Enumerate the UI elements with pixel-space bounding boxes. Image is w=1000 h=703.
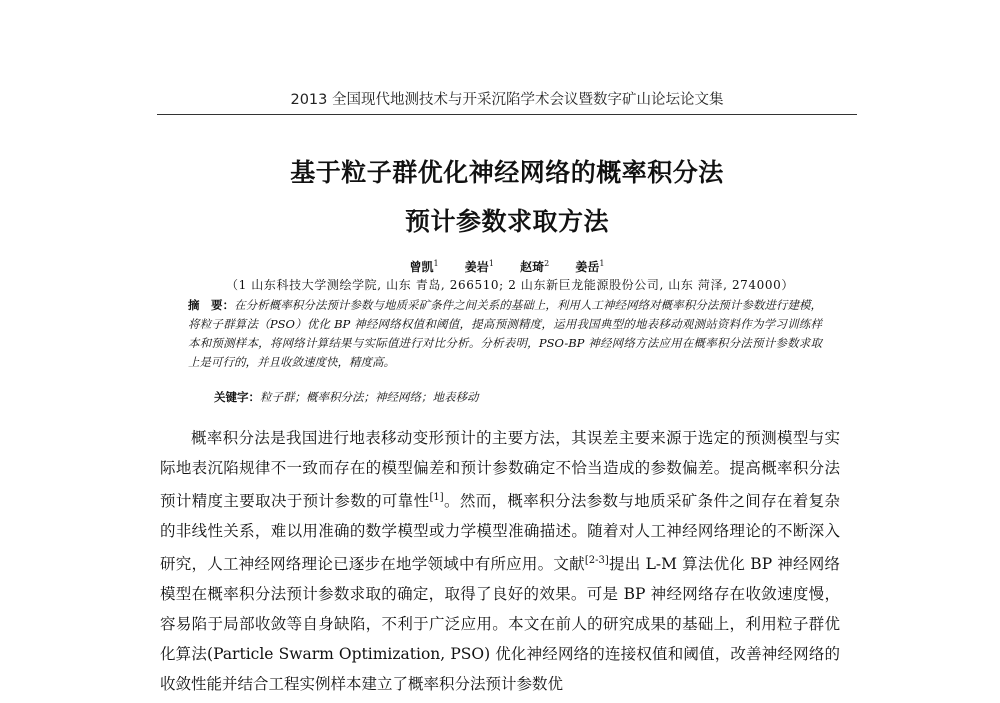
affiliation: （1 山东科技大学测绘学院, 山东 青岛, 266510; 2 山东新巨龙能源股份公司, 山东 菏泽, 274000） [226, 278, 794, 292]
paper-title-line-2: 预计参数求取方法 [404, 207, 609, 236]
citation: [1] [429, 492, 444, 503]
body-paragraph: 概率积分法是我国进行地表移动变形预计的主要方法，其误差主要来源于选定的预测模型与实际地表沉陷规律不一致而存在的模型偏差和预计参数确定不恰当造成的参数偏差。提高概率积分法预计精度主要取决于预计参数的可靠性[1]。然而，概率积分法参数与地质采矿条件之间存在着复杂的非线性关系，难以用准确的数学模型或力学模型准确描述。随着对人工神经网络理论的不断深入研究，人工神经网络理论已逐步在地学领域中有所应用。文献[2-3]提出 L-M 算法优化 BP 神经网络模型在概率积分法预计参数求取的确定，取得了良好的效果。可是 BP 神经网络存在收敛速度慢，容易陷于局部收敛等自身缺陷，不利于广泛应用。本文在前人的研究成果的基础上，利用粒子群优化算法(Particle Swarm Optimization, PSO) 优化神经网络的连接权值和阈值，改善神经网络的收敛性能并结合工程实例样本建立了概率积分法预计参数优 [160, 429, 840, 694]
keywords-label: 关键字： [214, 390, 260, 404]
abstract [188, 296, 822, 372]
running-header: 2013 全国现代地测技术与开采沉陷学术会议暨数字矿山论坛论文集 [290, 92, 724, 108]
author: 姜岩$^1$ [464, 259, 494, 274]
author: 赵琦$^2$ [520, 259, 550, 274]
abstract-label: 摘 要： [188, 298, 235, 312]
abstract-text: 在分析概率积分法预计参数与地质采矿条件之间关系的基础上，利用人工神经网络对概率积分法预计参数进行建模，将粒子群算法（PSO）优化 BP 神经网络权值和阈值，提高预测精度，运用我国典型的地表移动观测站资料作为学习训练样本和预测样本，将网络计算结果与实际值进行对比分析。分析表明，PSO-BP 神经网络方法应用在概率积分法预计参数求取上是可行的，并且收敛速度快，精度高。 [188, 298, 823, 369]
keywords [214, 389, 814, 405]
keywords-text: 粒子群；概率积分法；神经网络；地表移动 [260, 390, 479, 404]
author: 曾凯$^1$ [409, 259, 439, 274]
author-list [157, 258, 857, 275]
paper-title-line-1: 基于粒子群优化神经网络的概率积分法 [290, 158, 724, 187]
header-rule [157, 114, 857, 115]
author: 姜岳$^1$ [575, 259, 605, 274]
citation: [2-3] [584, 555, 609, 567]
